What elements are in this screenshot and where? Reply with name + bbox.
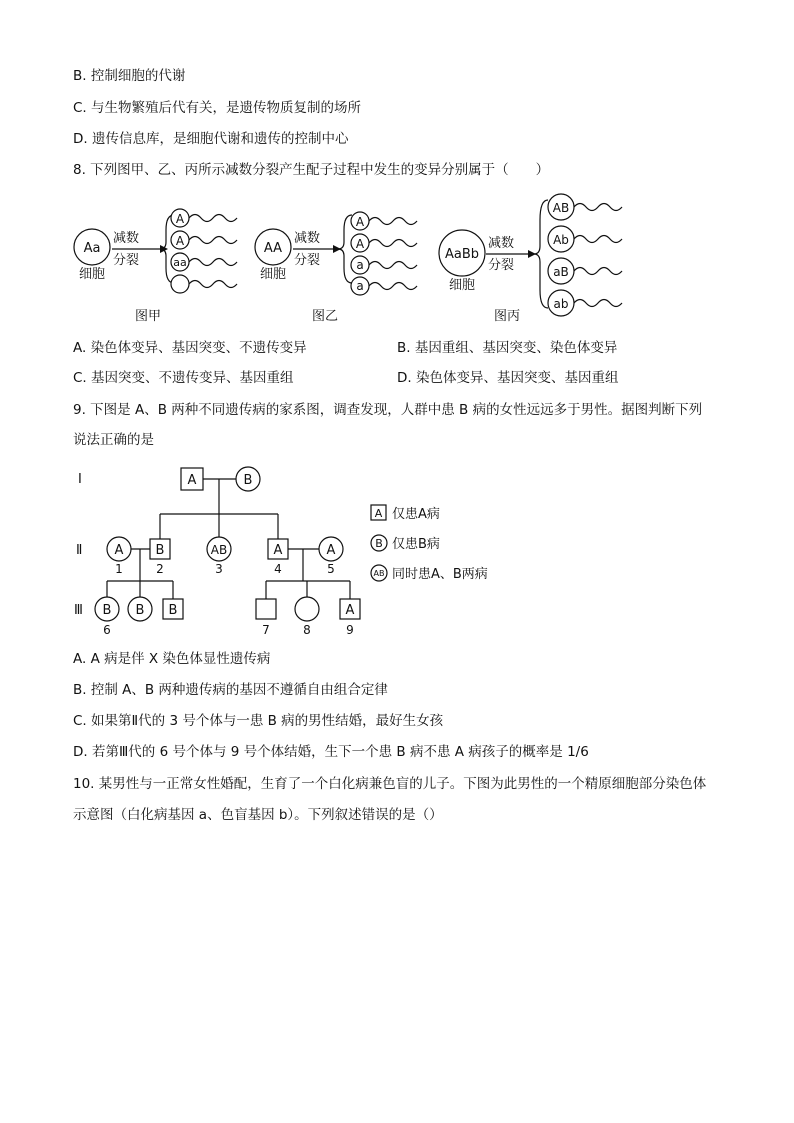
jia-caption: 图甲 — [134, 309, 162, 324]
bing-gamete-2: Ab — [553, 233, 569, 247]
number-ii-1: 1 — [115, 562, 123, 576]
number-iii-8: 8 — [303, 623, 311, 637]
gen-label-3: Ⅲ — [74, 603, 83, 618]
jia-arrow-top: 减数 — [112, 231, 140, 246]
bing-cell-label: 细胞 — [448, 278, 476, 293]
individual-iii-9: A — [345, 603, 355, 618]
yi-gamete-1: A — [355, 215, 365, 229]
option-8c: C. 基因突变、不遗传变异、基因重组 — [73, 370, 294, 386]
bing-gamete-1: AB — [552, 201, 570, 215]
individual-ii-5: A — [326, 543, 336, 558]
question-9-stem-line1: 9. 下图是 A、B 两种不同遗传病的家系图，调查发现，人群中患 B 病的女性远远多于男性。据图判断下列 — [73, 402, 703, 418]
legend-a-symbol: A — [374, 507, 383, 520]
individual-iii-b2: B — [135, 603, 145, 618]
bing-arrow-top: 减数 — [487, 236, 515, 251]
option-7b: B. 控制细胞的代谢 — [73, 68, 186, 84]
number-iii-7: 7 — [262, 623, 270, 637]
pedigree-chart — [0, 460, 794, 645]
option-9d: D. 若第Ⅲ代的 6 号个体与 9 号个体结婚，生下一个患 B 病不患 A 病孩子的概率是 1/6 — [73, 744, 589, 760]
figure-yi — [255, 212, 417, 324]
yi-gamete-2: A — [355, 237, 365, 251]
individual-ii-2: B — [155, 543, 165, 558]
number-iii-9: 9 — [346, 623, 354, 637]
question-9-stem-line2: 说法正确的是 — [73, 432, 154, 448]
jia-cell-genotype: Aa — [83, 241, 101, 256]
pedigree-legend — [371, 505, 488, 582]
bing-gamete-4: ab — [553, 297, 569, 311]
question-10-stem-line1: 10. 某男性与一正常女性婚配，生育了一个白化病兼色盲的儿子。下图为此男性的一个精原细胞部分染色体 — [73, 776, 707, 792]
option-8a: A. 染色体变异、基因突变、不遗传变异 — [73, 340, 307, 356]
individual-ii-4: A — [273, 543, 283, 558]
jia-arrow-bottom: 分裂 — [112, 253, 140, 268]
yi-caption: 图乙 — [311, 309, 339, 324]
individual-i-1: A — [187, 473, 197, 488]
individual-iii-b3: B — [168, 603, 178, 618]
option-9b: B. 控制 A、B 两种遗传病的基因不遵循自由组合定律 — [73, 682, 388, 698]
individual-ii-1: A — [114, 543, 124, 558]
legend-ab-symbol: AB — [373, 569, 385, 578]
bing-arrow-bottom: 分裂 — [487, 258, 515, 273]
jia-cell-label: 细胞 — [78, 267, 106, 282]
option-7d: D. 遗传信息库，是细胞代谢和遗传的控制中心 — [73, 131, 349, 147]
option-8d: D. 染色体变异、基因突变、基因重组 — [397, 370, 619, 386]
bing-cell-genotype: AaBb — [444, 247, 480, 262]
legend-ab-text: 同时患A、B两病 — [392, 567, 488, 582]
question-8-stem: 8. 下列图甲、乙、丙所示减数分裂产生配子过程中发生的变异分别属于（ ） — [73, 162, 550, 178]
option-9a: A. A 病是伴 X 染色体显性遗传病 — [73, 651, 271, 667]
legend-b-symbol: B — [375, 537, 383, 550]
bing-caption: 图丙 — [493, 309, 521, 324]
number-ii-2: 2 — [156, 562, 164, 576]
individual-iii-6: B — [102, 603, 112, 618]
jia-gamete-2: A — [175, 234, 185, 248]
yi-cell-genotype: AA — [263, 241, 283, 256]
yi-cell-label: 细胞 — [259, 267, 287, 282]
jia-gamete-3: aa — [173, 256, 187, 269]
legend-b-text: 仅患B病 — [392, 537, 440, 552]
gen-label-1: Ⅰ — [78, 472, 82, 487]
figure-jia — [74, 209, 237, 324]
yi-gamete-4: a — [356, 279, 364, 293]
yi-arrow-bottom: 分裂 — [293, 253, 321, 268]
yi-arrow-top: 减数 — [293, 231, 321, 246]
jia-gamete-1: A — [175, 212, 185, 226]
number-ii-5: 5 — [327, 562, 335, 576]
gen-label-2: Ⅱ — [76, 543, 83, 558]
question-10-stem-line2: 示意图（白化病基因 a、色盲基因 b）。下列叙述错误的是（） — [73, 807, 443, 823]
individual-i-2: B — [243, 473, 253, 488]
figure-bing — [439, 194, 622, 324]
yi-gamete-3: a — [356, 258, 364, 272]
option-9c: C. 如果第Ⅱ代的 3 号个体与一患 B 病的男性结婚，最好生女孩 — [73, 713, 444, 729]
legend-a-text: 仅患A病 — [392, 507, 440, 522]
option-8b: B. 基因重组、基因突变、染色体变异 — [397, 340, 618, 356]
individual-ii-3: AB — [210, 543, 228, 557]
number-ii-3: 3 — [215, 562, 223, 576]
meiosis-figure — [0, 190, 794, 330]
option-7c: C. 与生物繁殖后代有关，是遗传物质复制的场所 — [73, 100, 362, 116]
bing-gamete-3: aB — [553, 265, 569, 279]
number-ii-4: 4 — [274, 562, 282, 576]
number-iii-6: 6 — [103, 623, 111, 637]
